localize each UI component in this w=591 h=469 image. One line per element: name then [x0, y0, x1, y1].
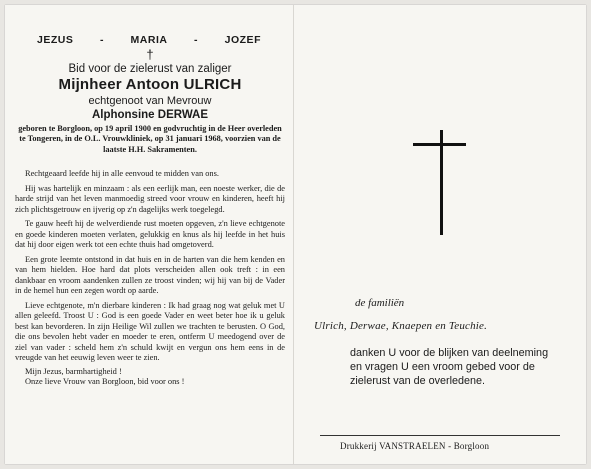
birth-death-text: geboren te Borgloon, op 19 april 1900 en godvruchtig in de Heer overleden te Tongeren, in de O.L. Vrouwkliniek, op 31 januari 1968, voorzien van de laatste H.H. Sakramenten.: [18, 124, 282, 154]
header-word: JEZUS: [37, 34, 74, 46]
paragraph: Te gauw heeft hij de welverdiende rust moeten opgeven, z'n lieve echtgenote en goede kinderen moeten verlaten, gelukkig en knus als hij leefde in het huis dat hij door eigen werk tot een echte thuis had omgetoverd.: [15, 219, 285, 250]
small-cross-icon: †: [146, 47, 154, 62]
printer-credit: Drukkerij VANSTRAELEN - Borgloon: [340, 441, 490, 451]
divider-line: [320, 435, 560, 436]
right-panel: [300, 10, 580, 460]
spouse-name: Alphonsine DERWAE: [91, 109, 209, 121]
header-jezus-maria-jozef: [15, 34, 285, 46]
paragraph: Hij was hartelijk en minzaam : als een eerlijk man, een noeste werker, die de harde strijd van het leven manmoedig streed voor vrouw en kinderen, heeft hij zich plichtsgetrouw en ijverig op z'n dagelijks werk toegelegd.: [15, 183, 285, 214]
closing-prayer: [15, 367, 285, 388]
paragraph: Lieve echtgenote, m'n dierbare kinderen : Ik had graag nog wat geluk met U allen geleefd. Troost U : God is een goede Vader en weet beter hoe ik u geluk best kan bevorderen. In zijn Heilige Wil zullen we trachten te berusten. O God, die ons bevolen hebt vader en moeder te eren, ontferm U meedogend over de ziel van vader : scheld hem z'n schuld kwijt en vergun ons hem eens in de vreugde van het eeuwig leven weer te zien.: [15, 300, 285, 363]
deceased-name: Mijnheer Antoon ULRICH: [58, 76, 242, 93]
header-word: MARIA: [130, 34, 168, 46]
paragraph: Rechtgeaard leefde hij in alle eenvoud te midden van ons.: [25, 169, 219, 179]
header-word: JOZEF: [224, 34, 261, 46]
familien-label: de familiën: [355, 297, 405, 309]
spouse-intro: echtgenoot van Mevrouw: [88, 95, 212, 107]
cross-icon-bar: [413, 143, 466, 146]
left-panel: [15, 10, 285, 388]
header-dash: -: [99, 34, 104, 46]
family-names: Ulrich, Derwae, Knaepen en Teuchie.: [314, 320, 488, 332]
thanks-text: danken U voor de blijken van deelneming en vragen U een vroom gebed voor de zielerust van de overledene.: [350, 347, 549, 387]
closing-line: Onze lieve Vrouw van Borgloon, bid voor ons !: [25, 377, 185, 387]
bid-line: Bid voor de zielerust van zaliger: [68, 63, 232, 75]
paragraph: Een grote leemte ontstond in dat huis en in de harten van die hem kenden en van hem hielden. Hoe hard dat plots verscheiden allen ook treft : in een dankbaar en vroom aandenken zullen ze troost vinden; wij hij van bij de Vader in de hemel hun een zegen wordt op aarde.: [15, 254, 285, 296]
card-fold-line: [293, 5, 294, 464]
closing-line: Mijn Jezus, barmhartigheid !: [25, 366, 122, 376]
header-dash: -: [194, 34, 199, 46]
